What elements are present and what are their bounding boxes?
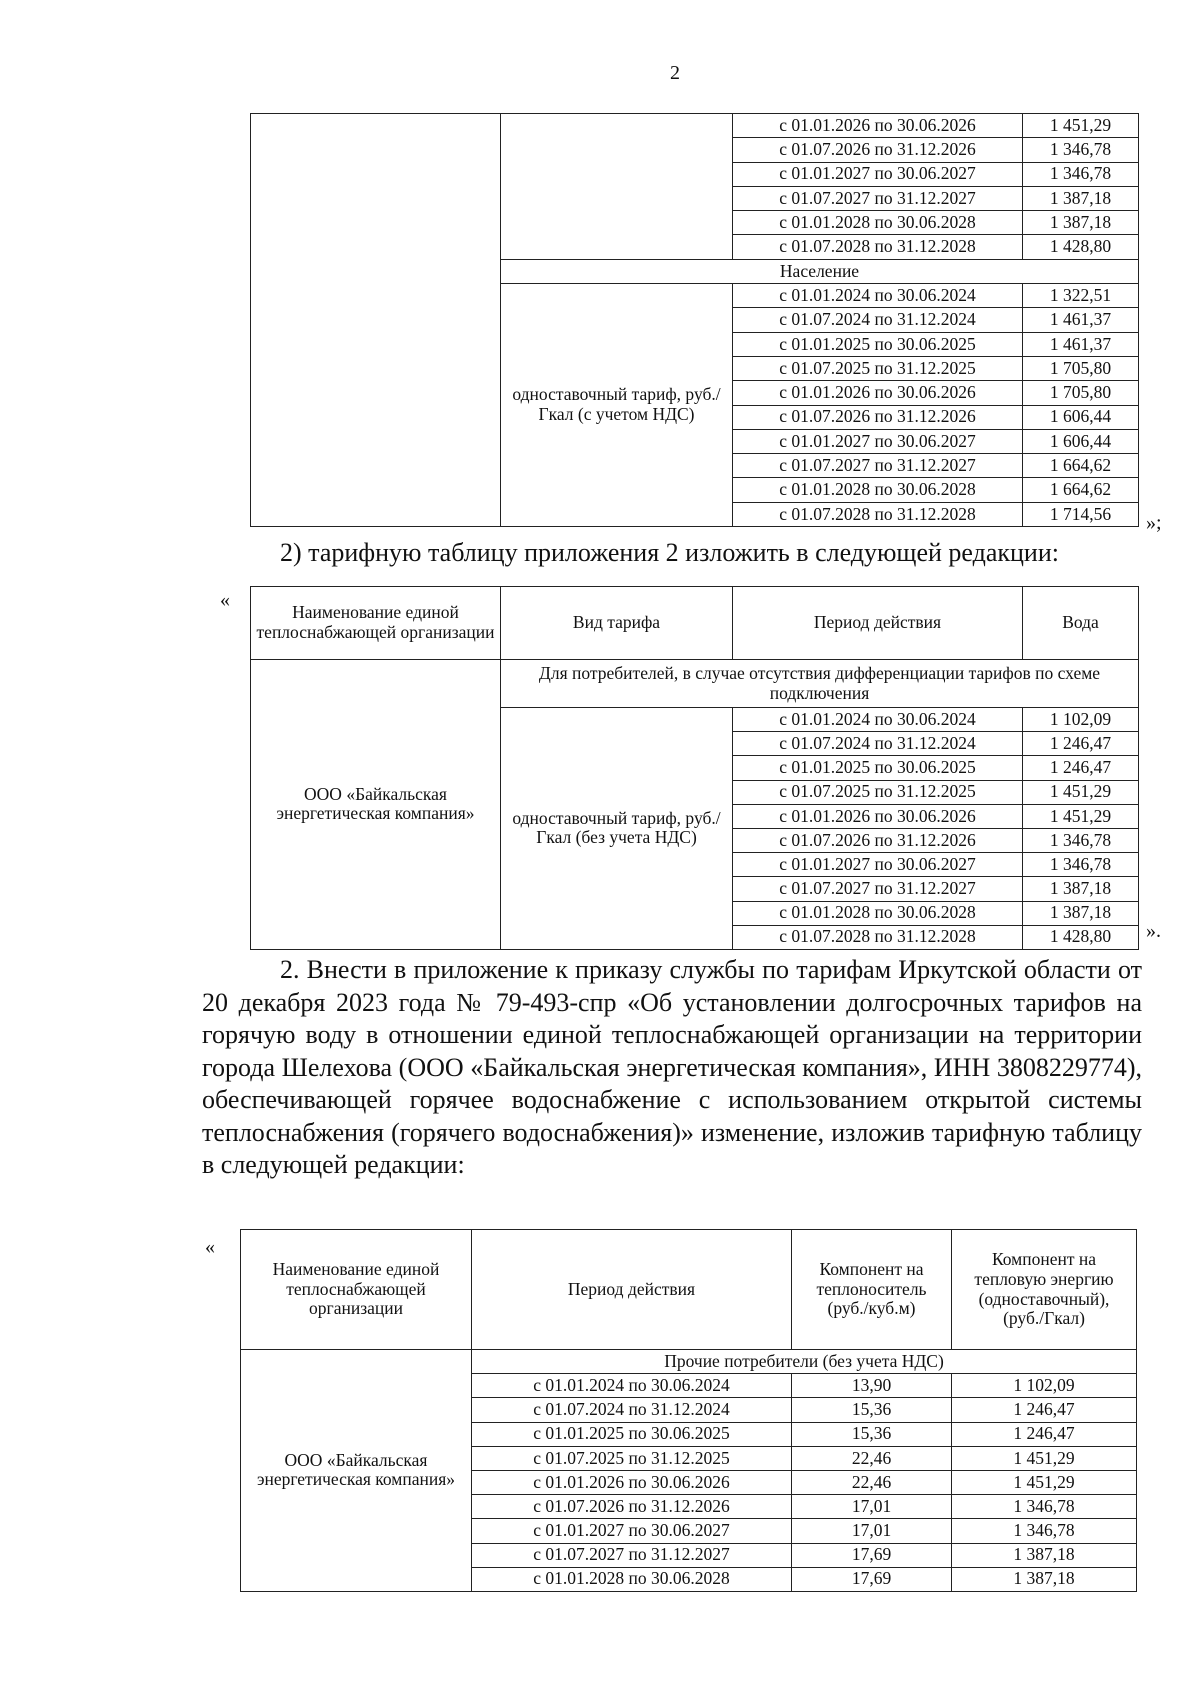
table-cell-period: с 01.07.2028 по 31.12.2028 — [733, 925, 1023, 949]
table-cell-period: с 01.01.2024 по 30.06.2024 — [472, 1374, 792, 1398]
table-cell-value: 1 705,80 — [1023, 381, 1139, 405]
table-header-cell: Компонент на теплоноситель (руб./куб.м) — [792, 1230, 952, 1350]
table1-section-label: Население — [501, 259, 1139, 283]
table-cell-energy: 1 451,29 — [952, 1446, 1137, 1470]
table-cell-period: с 01.07.2025 по 31.12.2025 — [472, 1446, 792, 1470]
table-cell-period: с 01.07.2026 по 31.12.2026 — [472, 1495, 792, 1519]
table-cell-energy: 1 346,78 — [952, 1519, 1137, 1543]
table-cell-period: с 01.01.2025 по 30.06.2025 — [733, 756, 1023, 780]
table-cell-carrier: 17,01 — [792, 1519, 952, 1543]
table-cell-period: с 01.07.2024 по 31.12.2024 — [733, 308, 1023, 332]
table-cell-period: с 01.07.2024 по 31.12.2024 — [733, 732, 1023, 756]
table-cell-value: 1 461,37 — [1023, 332, 1139, 356]
table3-section-label: Прочие потребители (без учета НДС) — [472, 1350, 1137, 1374]
tariff-table-2 — [250, 586, 1139, 950]
table-header-cell: Период действия — [733, 587, 1023, 660]
table-cell-carrier: 13,90 — [792, 1374, 952, 1398]
table-cell-period: с 01.07.2025 по 31.12.2025 — [733, 356, 1023, 380]
table-cell-period: с 01.01.2028 по 30.06.2028 — [733, 478, 1023, 502]
table1-body — [251, 114, 1139, 527]
table-cell-energy: 1 246,47 — [952, 1398, 1137, 1422]
table-header-cell: Наименование единой теплоснабжающей организации — [241, 1230, 472, 1350]
table-cell-energy: 1 346,78 — [952, 1495, 1137, 1519]
table-cell-period: с 01.07.2026 по 31.12.2026 — [733, 138, 1023, 162]
table-cell-value: 1 387,18 — [1023, 901, 1139, 925]
table-cell-energy: 1 246,47 — [952, 1422, 1137, 1446]
table-cell-period: с 01.07.2026 по 31.12.2026 — [733, 828, 1023, 852]
table-cell-value: 1 664,62 — [1023, 478, 1139, 502]
table-cell-period: с 01.01.2028 по 30.06.2028 — [472, 1567, 792, 1591]
table-cell-period: с 01.01.2026 по 30.06.2026 — [472, 1470, 792, 1494]
table-cell-carrier: 17,69 — [792, 1567, 952, 1591]
table2-open-quote: « — [220, 589, 230, 611]
table-cell-value: 1 346,78 — [1023, 853, 1139, 877]
table-cell-period: с 01.07.2027 по 31.12.2027 — [733, 877, 1023, 901]
table-cell-period: с 01.01.2027 по 30.06.2027 — [733, 429, 1023, 453]
table-cell-period: с 01.01.2026 по 30.06.2026 — [733, 804, 1023, 828]
table-cell-value: 1 451,29 — [1023, 780, 1139, 804]
table-header-cell: Вода — [1023, 587, 1139, 660]
table-cell-energy: 1 387,18 — [952, 1567, 1137, 1591]
table-cell-period: с 01.07.2024 по 31.12.2024 — [472, 1398, 792, 1422]
table-cell-carrier: 17,01 — [792, 1495, 952, 1519]
table1-org-cell — [251, 114, 501, 527]
table-cell-period: с 01.01.2028 по 30.06.2028 — [733, 901, 1023, 925]
table2-tariff-type: одноставочный тариф, руб./Гкал (без учета НДС) — [501, 708, 733, 950]
table-cell-value: 1 387,18 — [1023, 211, 1139, 235]
table-cell-carrier: 15,36 — [792, 1398, 952, 1422]
table-cell-value: 1 246,47 — [1023, 756, 1139, 780]
table-cell-period: с 01.07.2028 по 31.12.2028 — [733, 502, 1023, 526]
table-cell-period: с 01.01.2027 по 30.06.2027 — [472, 1519, 792, 1543]
table-cell-period: с 01.01.2024 по 30.06.2024 — [733, 284, 1023, 308]
table-cell-period: с 01.01.2027 по 30.06.2027 — [733, 853, 1023, 877]
table2-closing-quote: ». — [1146, 920, 1161, 942]
table-cell-carrier: 22,46 — [792, 1446, 952, 1470]
table-header-cell: Компонент на тепловую энергию (одноставочный), (руб./Гкал) — [952, 1230, 1137, 1350]
table-cell-period: с 01.07.2027 по 31.12.2027 — [733, 186, 1023, 210]
table-cell-period: с 01.01.2028 по 30.06.2028 — [733, 211, 1023, 235]
table-cell-period: с 01.01.2025 по 30.06.2025 — [733, 332, 1023, 356]
table-cell-value: 1 705,80 — [1023, 356, 1139, 380]
table-cell-carrier: 15,36 — [792, 1422, 952, 1446]
table-cell-value: 1 102,09 — [1023, 708, 1139, 732]
table-cell-period: с 01.07.2026 по 31.12.2026 — [733, 405, 1023, 429]
page-number: 2 — [670, 62, 680, 84]
table-cell-value: 1 428,80 — [1023, 235, 1139, 259]
table-cell-period: с 01.01.2025 по 30.06.2025 — [472, 1422, 792, 1446]
table-cell-value: 1 346,78 — [1023, 828, 1139, 852]
table-cell-period: с 01.07.2027 по 31.12.2027 — [472, 1543, 792, 1567]
table-cell-energy: 1 102,09 — [952, 1374, 1137, 1398]
table2-org-name: ООО «Байкальская энергетическая компания» — [251, 660, 501, 950]
table-header-cell: Вид тарифа — [501, 587, 733, 660]
table-cell-period: с 01.07.2028 по 31.12.2028 — [733, 235, 1023, 259]
table-cell-period: с 01.01.2024 по 30.06.2024 — [733, 708, 1023, 732]
table-cell-value: 1 451,29 — [1023, 114, 1139, 138]
table-header-cell: Период действия — [472, 1230, 792, 1350]
table1-tariff-type: одноставочный тариф, руб./Гкал (с учетом НДС) — [501, 284, 733, 527]
table-cell-value: 1 346,78 — [1023, 138, 1139, 162]
table-cell-period: с 01.01.2026 по 30.06.2026 — [733, 114, 1023, 138]
table-cell-carrier: 22,46 — [792, 1470, 952, 1494]
table-cell-value: 1 246,47 — [1023, 732, 1139, 756]
table-cell-value: 1 346,78 — [1023, 162, 1139, 186]
table-cell-value: 1 387,18 — [1023, 877, 1139, 901]
table-cell-value: 1 428,80 — [1023, 925, 1139, 949]
table-cell-value: 1 387,18 — [1023, 186, 1139, 210]
tariff-table-1 — [250, 113, 1139, 527]
tariff-table-3 — [240, 1229, 1137, 1592]
table-header-cell: Наименование единой теплоснабжающей организации — [251, 587, 501, 660]
table1-closing-quote: »; — [1146, 512, 1162, 534]
paragraph-text: 2. Внести в приложение к приказу службы по тарифам Иркутской области от 20 декабря 2023 года № 79-493-спр «Об установлении долгосрочных тарифов на горячую воду в отношении единой теплоснабжающей организации на территории города Шелехова (ООО «Байкальская энергетическая компания», ИНН 3808229774), обеспечивающей горячее водоснабжение с использованием открытой системы теплоснабжения (горячего водоснабжения)» изменение, изложив тарифную таблицу в следующей редакции: — [202, 955, 1142, 1179]
table-cell-value: 1 664,62 — [1023, 454, 1139, 478]
table-cell-value: 1 451,29 — [1023, 804, 1139, 828]
table-cell-value: 1 606,44 — [1023, 405, 1139, 429]
section-heading: 2) тарифную таблицу приложения 2 изложить в следующей редакции: — [280, 538, 1059, 567]
table-cell-value: 1 714,56 — [1023, 502, 1139, 526]
table1-tariff-cell-top — [501, 114, 733, 260]
table3-open-quote: « — [205, 1236, 215, 1258]
table3-org-name: ООО «Байкальская энергетическая компания» — [241, 1350, 472, 1592]
table-cell-value: 1 461,37 — [1023, 308, 1139, 332]
table-cell-period: с 01.01.2027 по 30.06.2027 — [733, 162, 1023, 186]
table2-section-label: Для потребителей, в случае отсутствия дифференциации тарифов по схеме подключения — [501, 660, 1139, 708]
table2-body — [251, 587, 1139, 950]
table-cell-energy: 1 451,29 — [952, 1470, 1137, 1494]
table-cell-period: с 01.01.2026 по 30.06.2026 — [733, 381, 1023, 405]
table-cell-carrier: 17,69 — [792, 1543, 952, 1567]
table-cell-period: с 01.07.2027 по 31.12.2027 — [733, 454, 1023, 478]
paragraph-item-2 — [202, 954, 1142, 1182]
table-cell-value: 1 322,51 — [1023, 284, 1139, 308]
table-cell-period: с 01.07.2025 по 31.12.2025 — [733, 780, 1023, 804]
table-cell-energy: 1 387,18 — [952, 1543, 1137, 1567]
table3-body — [241, 1230, 1137, 1592]
table-cell-value: 1 606,44 — [1023, 429, 1139, 453]
